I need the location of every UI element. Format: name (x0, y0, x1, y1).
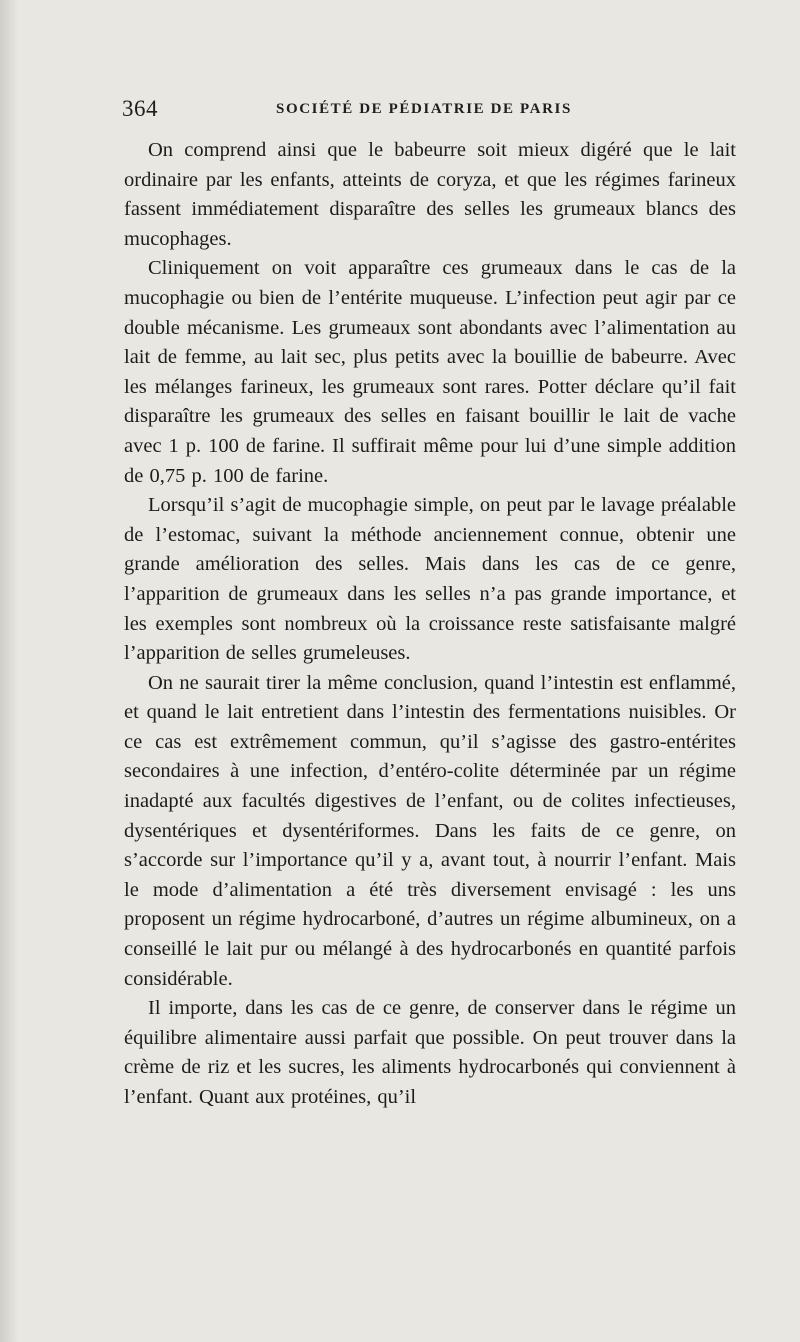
page-number: 364 (122, 96, 158, 121)
body-text (124, 136, 736, 1113)
page-gutter-shadow (0, 0, 18, 1342)
paragraph-1: On comprend ainsi que le babeurre soit mieux digéré que le lait ordinaire par les enfants, atteints de coryza, et que les régimes farineux fassent immédiatement disparaître des selles les grumeaux blancs des mucophages. (124, 139, 736, 250)
running-title: SOCIÉTÉ DE PÉDIATRIE DE PARIS (276, 101, 572, 117)
paragraph-4: On ne saurait tirer la même conclusion, quand l’intestin est enflammé, et quand le lait entretient dans l’intestin des fermentations nuisibles. Or ce cas est extrêmement commun, qu’il s’agisse des gastro-entérites secondaires à une infection, d’entéro-colite déterminée par un régime inadapté aux facultés digestives de l’enfant, ou de colites infectieuses, dysentériques et dysentériformes. Dans les faits de ce genre, on s’accorde sur l’importance qu’il y a, avant tout, à nourrir l’enfant. Mais le mode d’alimentation a été très diversement envisagé : les uns proposent un régime hydrocarboné, d’autres un régime albumineux, on a conseillé le lait pur ou mélangé à des hydrocarbonés en quantité parfois considérable. (124, 671, 736, 990)
paragraph-3: Lorsqu’il s’agit de mucophagie simple, on peut par le lavage préalable de l’estomac, suivant la méthode anciennement connue, obtenir une grande amélioration des selles. Mais dans les cas de ce genre, l’apparition de grumeaux dans les selles n’a pas grande importance, et les exemples sont nombreux où la croissance reste satisfaisante malgré l’apparition de selles grumeleuses. (124, 494, 736, 665)
paragraph-5: Il importe, dans les cas de ce genre, de conserver dans le régime un équilibre alimentaire aussi parfait que possible. On peut trouver dans la crème de riz et les sucres, les aliments hydrocarbonés qui conviennent à l’enfant. Quant aux protéines, qu’il (124, 997, 736, 1108)
running-header (122, 96, 742, 128)
paragraph-2: Cliniquement on voit apparaître ces grumeaux dans le cas de la mucophagie ou bien de l’entérite muqueuse. L’infection peut agir par ce double mécanisme. Les grumeaux sont abondants avec l’alimentation au lait de femme, au lait sec, plus petits avec la bouillie de babeurre. Avec les mélanges farineux, les grumeaux sont rares. Potter déclare qu’il fait disparaître les grumeaux des selles en faisant bouillir le lait de vache avec 1 p. 100 de farine. Il suffirait même pour lui d’une simple addition de 0,75 p. 100 de farine. (124, 257, 736, 487)
